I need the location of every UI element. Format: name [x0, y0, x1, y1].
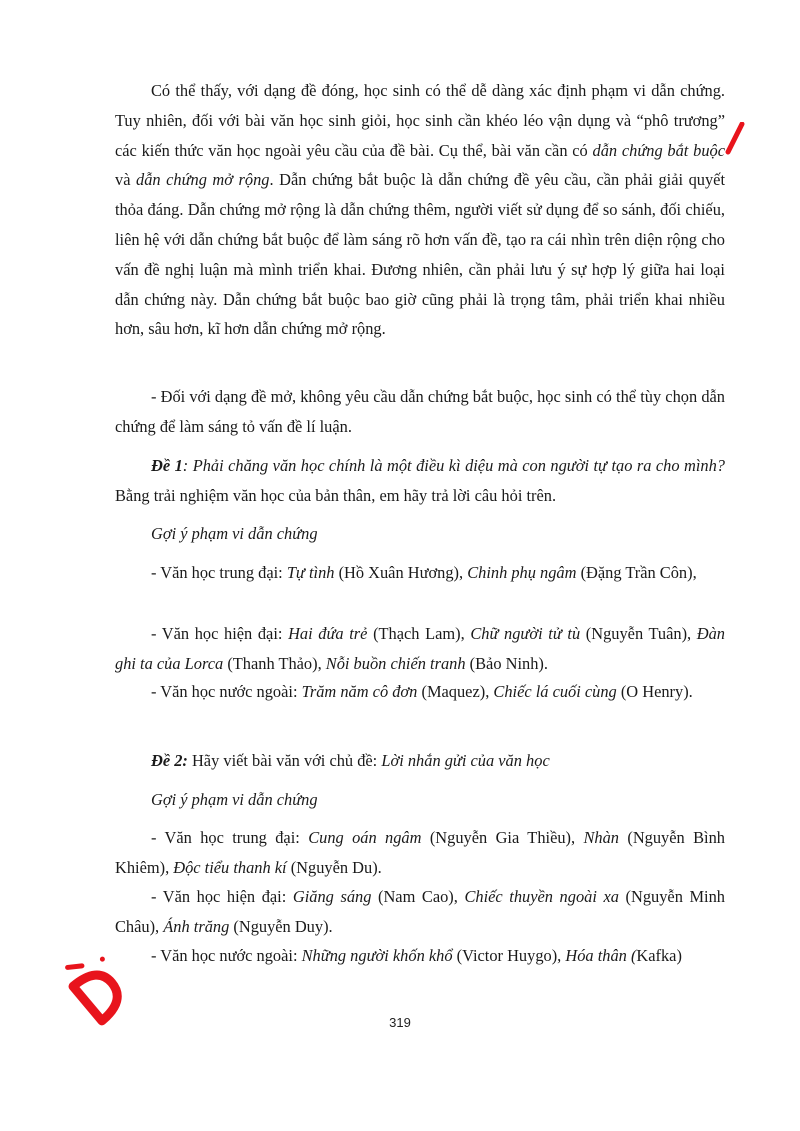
de2-question: Đề 2: Hãy viết bài văn với chủ đề: Lời nhắn gửi của văn học: [151, 751, 550, 770]
red-slash-mark-icon: [722, 122, 746, 156]
paragraph-open-topic: - Đối với dạng đề mở, không yêu cầu dẫn chứng bắt buộc, học sinh có thể tùy chọn dẫn chứng để làm sáng tỏ vấn đề lí luận.: [115, 387, 725, 436]
de1-label: Đề 1: [151, 456, 183, 475]
red-watermark-glyph-icon: [58, 930, 148, 1030]
de1-foreign-literature: - Văn học nước ngoài: Trăm năm cô đơn (Maquez), Chiếc lá cuối cùng (O Henry).: [151, 682, 693, 701]
page-number: 319: [389, 1015, 411, 1030]
de1-question: Đề 1: Phải chăng văn học chính là một điều kì diệu mà con người tự tạo ra cho mình? Bằng trải nghiệm văn học của bản thân, em hãy trả lời câu hỏi trên.: [115, 456, 726, 505]
paragraph-evidence-types: Có thể thấy, với dạng đề đóng, học sinh có thể dễ dàng xác định phạm vi dẫn chứng. Tuy nhiên, đối với bài văn học sinh giỏi, học sinh cần khéo léo vận dụng và “phô trương” các kiến thức văn học ngoài yêu cầu của đề bài. Cụ thể, bài văn cần có dẫn chứng bắt buộc và dẫn chứng mở rộng. Dẫn chứng bắt buộc là dẫn chứng đề yêu cầu, cần phải giải quyết thỏa đáng. Dẫn chứng mở rộng là dẫn chứng thêm, người viết sử dụng để so sánh, đối chiếu, liên hệ với dẫn chứng bắt buộc để làm sáng rõ hơn vấn đề, tạo ra cái nhìn trên diện rộng cho vấn đề nghị luận mà mình triển khai. Đương nhiên, cần phải lưu ý sự hợp lý giữa hai loại dẫn chứng này. Dẫn chứng bắt buộc bao giờ cũng phải là trọng tâm, phải triển khai nhiều hơn, sâu hơn, kĩ hơn dẫn chứng mở rộng.: [115, 81, 725, 339]
de1-modern-literature: - Văn học hiện đại: Hai đứa trẻ (Thạch Lam), Chữ người tử tù (Nguyễn Tuân), Đàn ghi ta của Lorca (Thanh Thảo), Nỗi buồn chiến tranh (Bảo Ninh).: [115, 624, 725, 673]
de2-label: Đề 2:: [151, 751, 188, 770]
de2-medieval-literature: - Văn học trung đại: Cung oán ngâm (Nguyễn Gia Thiều), Nhàn (Nguyễn Bình Khiêm), Độc tiểu thanh kí (Nguyễn Du).: [115, 828, 725, 877]
de1-hint-heading: Gợi ý phạm vi dẫn chứng: [151, 524, 318, 543]
de2-modern-literature: - Văn học hiện đại: Giăng sáng (Nam Cao), Chiếc thuyền ngoài xa (Nguyễn Minh Châu), Ánh trăng (Nguyễn Duy).: [115, 887, 725, 936]
de1-medieval-literature: - Văn học trung đại: Tự tình (Hồ Xuân Hương), Chinh phụ ngâm (Đặng Trần Côn),: [151, 563, 697, 582]
de2-hint-heading: Gợi ý phạm vi dẫn chứng: [151, 790, 318, 809]
de2-foreign-literature: - Văn học nước ngoài: Những người khốn khổ (Victor Huygo), Hóa thân (Kafka): [151, 946, 682, 965]
